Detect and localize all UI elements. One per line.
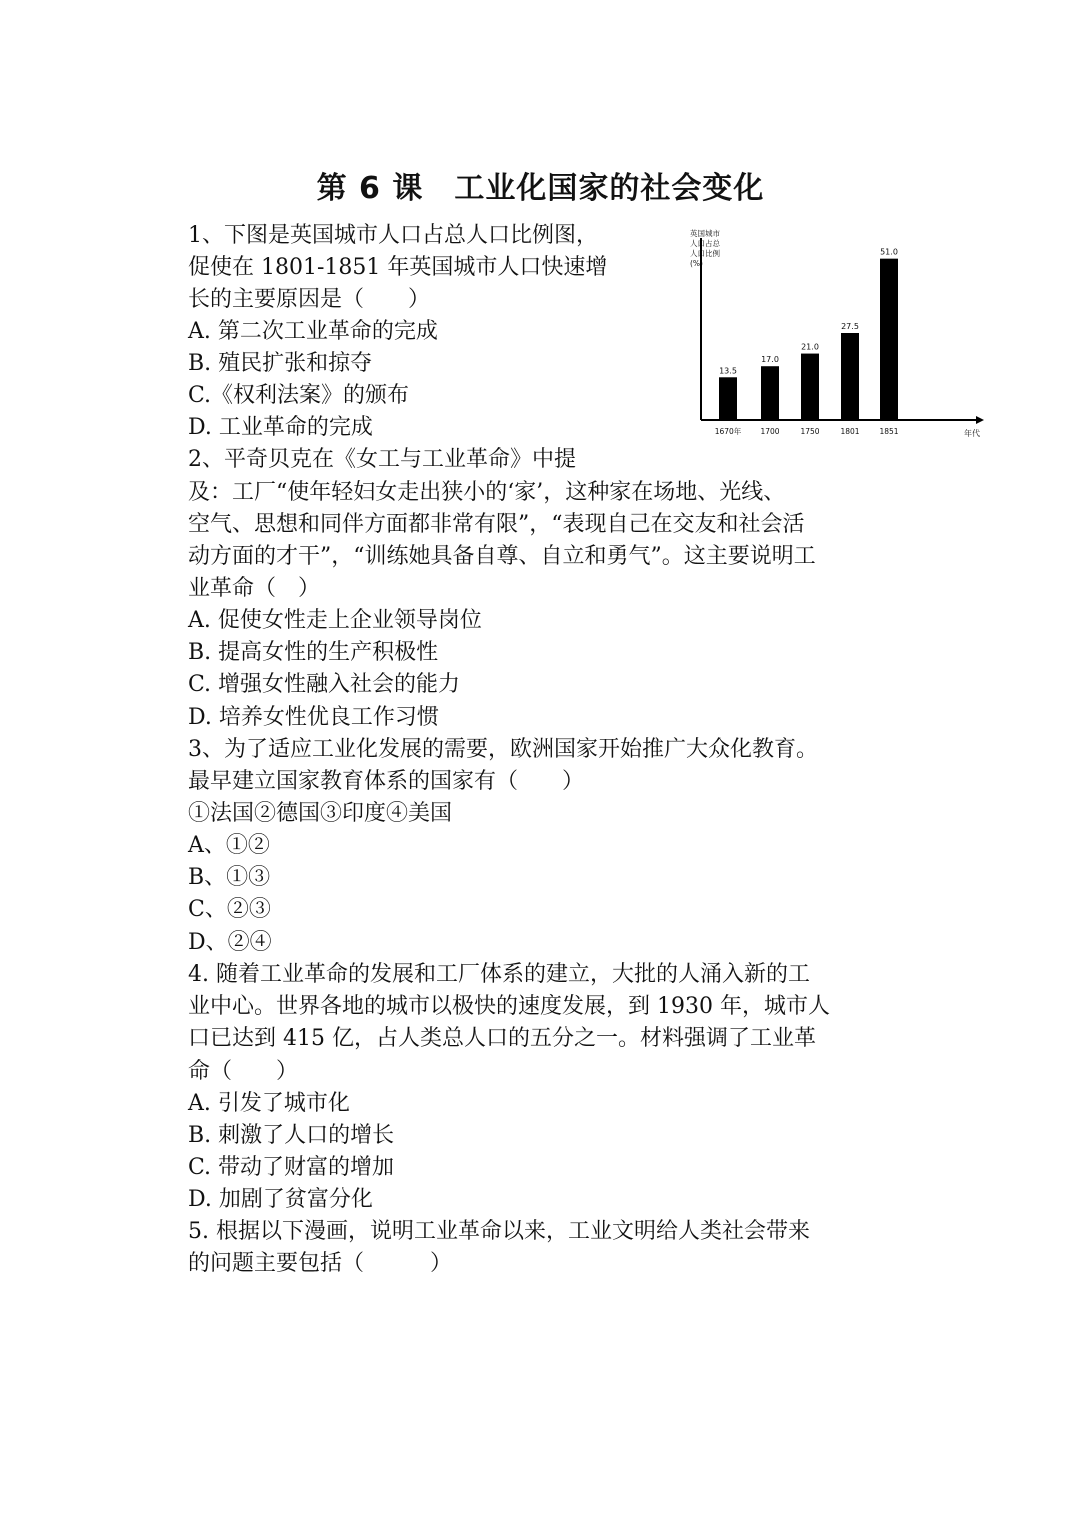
- text-line: B. 殖民扩张和掠夺: [188, 351, 373, 376]
- text-line: B. 提高女性的生产积极性: [188, 640, 439, 665]
- text-line: C. 带动了财富的增加: [188, 1155, 395, 1180]
- urban-population-bar-chart: [676, 226, 986, 444]
- text-line: 命（ ）: [188, 1059, 299, 1084]
- x-tick-label: 1670年: [714, 427, 742, 436]
- text-line: 最早建立国家教育体系的国家有（ ）: [188, 769, 585, 794]
- text-line: 促使在 1801-1851 年英国城市人口快速增: [188, 255, 608, 280]
- text-line: ①法国②德国③印度④美国: [188, 801, 453, 826]
- y-axis-label-line: 人口占总: [690, 239, 720, 248]
- bar: [801, 354, 819, 420]
- y-axis-label-line: (%): [690, 259, 703, 268]
- bar-value-label: 27.5: [841, 322, 859, 331]
- text-line: 及：工厂“使年轻妇女走出狭小的‘家’，这种家在场地、光线、: [188, 480, 786, 505]
- text-line: 业中心。世界各地的城市以极快的速度发展，到 1930 年，城市人: [188, 994, 830, 1019]
- text-line: C.《权利法案》的颁布: [188, 383, 410, 408]
- text-line: 5. 根据以下漫画，说明工业革命以来，工业文明给人类社会带来: [188, 1219, 810, 1244]
- text-line: 动方面的才干”，“训练她具备自尊、自立和勇气”。这主要说明工: [188, 544, 816, 569]
- text-line: 业革命（ ）: [188, 576, 321, 601]
- text-line: A. 促使女性走上企业领导岗位: [188, 608, 482, 633]
- text-line: 长的主要原因是（ ）: [188, 287, 431, 312]
- bar: [841, 333, 859, 420]
- bars: [715, 248, 899, 436]
- text-line: A. 引发了城市化: [188, 1091, 350, 1116]
- text-line: 4. 随着工业革命的发展和工厂体系的建立，大批的人涌入新的工: [188, 962, 810, 987]
- text-line: D. 培养女性优良工作习惯: [188, 705, 439, 730]
- bar-value-label: 17.0: [761, 355, 779, 365]
- text-line: D. 加剧了贫富分化: [188, 1187, 373, 1212]
- text-line: B、①③: [188, 865, 271, 890]
- x-tick-label: 1851: [879, 427, 899, 436]
- x-axis-arrow: [976, 416, 984, 424]
- text-line: 1、下图是英国城市人口占总人口比例图，: [188, 223, 598, 248]
- text-line: C. 增强女性融入社会的能力: [188, 672, 461, 697]
- y-axis-label-line: 人口比例: [690, 249, 720, 258]
- text-line: 的问题主要包括（ ）: [188, 1251, 453, 1276]
- bar: [719, 377, 737, 420]
- text-line: B. 刺激了人口的增长: [188, 1123, 395, 1148]
- x-tick-label: 1700: [760, 427, 780, 436]
- x-axis-label: 年代: [964, 429, 980, 438]
- bar-value-label: 51.0: [880, 247, 898, 257]
- page-title: 第 6 课 工业化国家的社会变化: [316, 171, 765, 206]
- text-line: A、①②: [188, 833, 270, 858]
- text-line: A. 第二次工业革命的完成: [188, 319, 438, 344]
- bar: [761, 366, 779, 420]
- text-line: 口已达到 415 亿，占人类总人口的五分之一。材料强调了工业革: [188, 1026, 816, 1051]
- text-line: C、②③: [188, 897, 271, 922]
- x-tick-label: 1750: [800, 427, 820, 436]
- x-tick-label: 1801: [840, 427, 860, 436]
- bar-value-label: 21.0: [801, 342, 819, 352]
- text-line: D. 工业革命的完成: [188, 415, 373, 440]
- text-line: 3、为了适应工业化发展的需要，欧洲国家开始推广大众化教育。: [188, 737, 818, 762]
- y-axis-label-line: 英国城市: [690, 229, 720, 238]
- bar-value-label: 13.5: [719, 366, 737, 376]
- y-axis-label: [690, 228, 720, 268]
- bar: [880, 259, 898, 420]
- text-line: D、②④: [188, 930, 272, 955]
- text-line: 2、平奇贝克在《女工与工业革命》中提: [188, 447, 576, 472]
- text-line: 空气、思想和同伴方面都非常有限”，“表现自己在交友和社会活: [188, 512, 805, 537]
